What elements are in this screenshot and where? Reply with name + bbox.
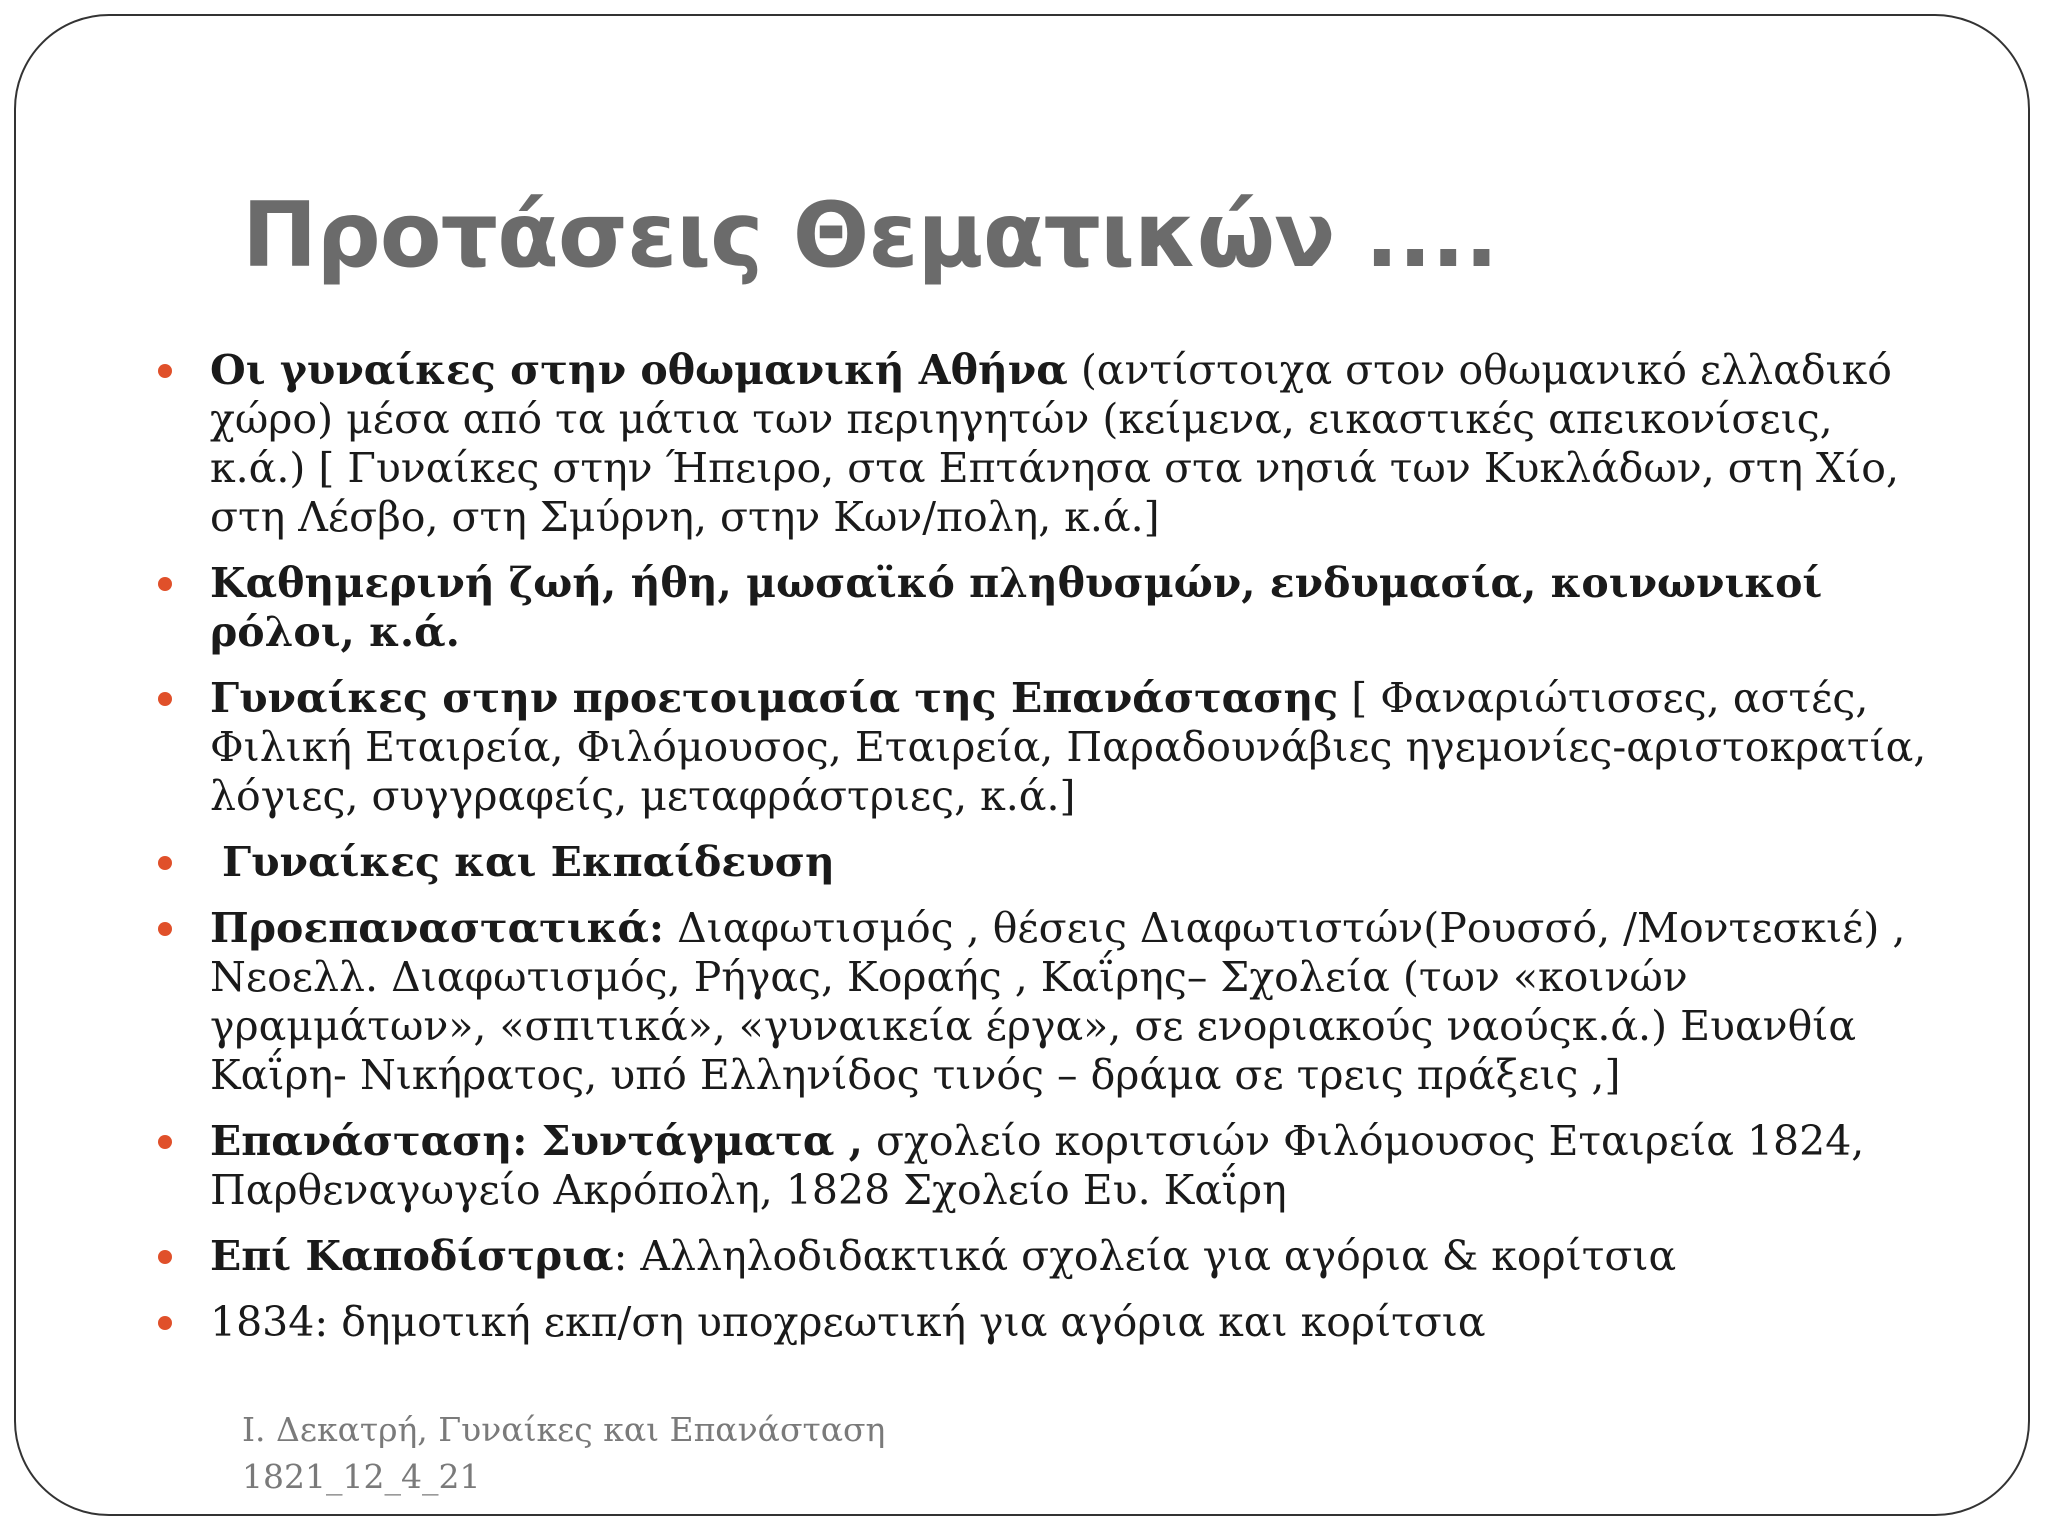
bullet-heading: Επανάσταση: Συντάγματα , [210,1117,863,1165]
bullet-dot-icon [158,856,172,870]
list-item [152,674,1932,821]
footer-date: 1821_12_4_21 [242,1457,481,1496]
bullet-dot-icon [158,577,172,591]
slide-title: Προτάσεις Θεματικών .... [242,183,1498,288]
bullet-dot-icon [158,1135,172,1149]
bullet-dot-icon [158,1250,172,1264]
list-item [152,1117,1932,1215]
list-item [152,559,1932,657]
bullet-dot-icon [158,692,172,706]
bullet-heading: Γυναίκες στην προετοιμασία της Επανάστασης [210,674,1339,722]
bullet-text: (αντίστοιχα στον οθωμανικό ελλαδικό χώρο) μέσα από τα μάτια των περιηγητών (κείμενα, εικαστικές απεικονίσεις, κ.ά.) [ Γυναίκες στην Ήπειρο, στα Επτάνησα στα νησιά των Κυκλάδων, στη Χίο, στη Λέσβο, στη Σμύρνη, στην Κων/πολη, κ.ά.] [210,346,1900,541]
slide-footer [242,1406,885,1500]
list-item [152,346,1932,542]
bullet-dot-icon [158,922,172,936]
bullet-heading: Οι γυναίκες στην οθωμανική Αθήνα [210,346,1068,394]
bullet-text: : Αλληλοδιδακτικά σχολεία για αγόρια & κορίτσια [613,1232,1677,1280]
bullet-heading: Επί Καποδίστρια [210,1232,614,1280]
bullet-dot-icon [158,364,172,378]
list-item [152,1232,1932,1281]
bullet-dot-icon [158,1316,172,1330]
bullet-heading: Καθημερινή ζωή, ήθη, μωσαϊκό πληθυσμών, ενδυμασία, κοινωνικοί ρόλοι, κ.ά. [210,559,1823,656]
list-item [152,1298,1932,1347]
slide [14,14,2030,1516]
bullet-heading: Γυναίκες και Εκπαίδευση [222,838,835,886]
bullet-text: 1834: δημοτική εκπ/ση υποχρεωτική για αγόρια και κορίτσια [210,1298,1486,1346]
bullet-text: σχολείο κοριτσιών Φιλόμουσος Εταιρεία 1824, Παρθεναγωγείο Ακρόπολη, 1828 Σχολείο Ευ. Καΐρη [210,1117,1865,1214]
bullet-text: Διαφωτισμός , θέσεις Διαφωτιστών(Ρουσσό, /Μοντεσκιέ) , Νεοελλ. Διαφωτισμός, Ρήγας, Κοραής , Καΐρης– Σχολεία (των «κοινών γραμμάτων», «σπιτικά», «γυναικεία έργα», σε ενοριακούς ναούςκ.ά.) Ευανθία Καΐρη- Νικήρατος, υπό Ελληνίδος τινός – δράμα σε τρεις πράξεις ,] [210,904,1906,1099]
list-item [152,904,1932,1100]
footer-author: Ι. Δεκατρή, Γυναίκες και Επανάσταση [242,1410,886,1449]
bullet-text: [ Φαναριώτισσες, αστές, Φιλική Εταιρεία, Φιλόμουσος, Εταιρεία, Παραδουνάβιες ηγεμονίες-αριστοκρατία, λόγιες, συγγραφείς, μεταφράστριες, κ.ά.] [210,674,1927,820]
bullet-heading: Προεπαναστατικά: [210,904,665,952]
list-item [152,838,1932,887]
bullet-list [152,346,1932,1364]
